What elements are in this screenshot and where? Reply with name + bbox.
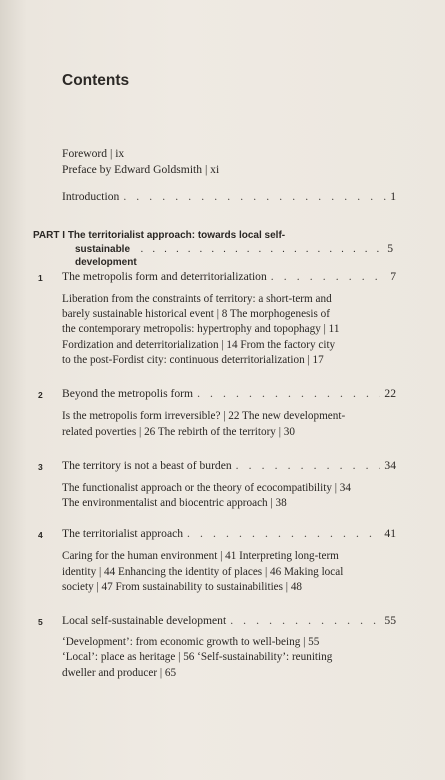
leader-dots <box>187 526 380 541</box>
chapter-section-line: Liberation from the constraints of territory: a short-term and <box>62 293 332 305</box>
chapter-page: 7 <box>390 270 396 283</box>
chapter-section-line: ‘Development’: from economic growth to well-being | 55 <box>62 636 320 648</box>
leader-dots <box>123 189 386 204</box>
leader-dots <box>236 458 381 473</box>
toc-chapter-5 <box>62 613 396 628</box>
chapter-section-line: The functionalist approach or the theory of ecocompatibility | 34 <box>62 482 351 494</box>
chapter-page: 41 <box>384 527 396 540</box>
page-title: Contents <box>62 72 130 89</box>
leader-dots <box>271 269 386 284</box>
chapter-section-line: Is the metropolis form irreversible? | 22 The new development- <box>62 410 346 422</box>
chapter-section-line: related poverties | 26 The rebirth of the territory | 30 <box>62 426 295 438</box>
chapter-section-line: The environmentalist and biocentric approach | 38 <box>62 497 287 509</box>
chapter-section-line: the contemporary metropolis: hypertrophy and topophagy | 11 <box>62 323 340 335</box>
chapter-title: Local self-sustainable development <box>62 614 227 627</box>
chapter-title: Beyond the metropolis form <box>62 387 194 400</box>
front-matter-preface: Preface by Edward Goldsmith | xi <box>62 163 220 176</box>
chapter-title: The metropolis form and deterritorialization <box>62 270 267 283</box>
chapter-section-line: dweller and producer | 65 <box>62 667 177 679</box>
part-label: PART I <box>33 230 66 241</box>
part-page: 5 <box>387 242 393 255</box>
chapter-section-line: Caring for the human environment | 41 Interpreting long-term <box>62 550 339 562</box>
part-title-line1: The territorialist approach: towards local self- <box>67 230 286 241</box>
chapter-section-line: barely sustainable historical event | 8 The morphogenesis of <box>62 308 330 320</box>
chapter-number: 2 <box>38 390 43 400</box>
chapter-page: 22 <box>384 387 396 400</box>
toc-chapter-3 <box>62 458 396 473</box>
chapter-section-line: ‘Local’: place as heritage | 56 ‘Self-sustainability’: reuniting <box>62 651 333 663</box>
leader-dots <box>230 613 380 628</box>
chapter-section-line: to the post-Fordist city: continuous deterritorialization | 17 <box>62 354 324 366</box>
chapter-section-line: society | 47 From sustainability to sustainabilities | 48 <box>62 581 303 593</box>
chapter-number: 3 <box>38 462 43 472</box>
front-matter-foreword: Foreword | ix <box>62 147 125 160</box>
chapter-number: 4 <box>38 530 43 540</box>
toc-chapter-2 <box>62 386 396 401</box>
chapter-section-line: Fordization and deterritorialization | 14 From the factory city <box>62 339 336 351</box>
chapter-section-line: identity | 44 Enhancing the identity of places | 46 Making local <box>62 566 344 578</box>
leader-dots <box>197 386 380 401</box>
chapter-title: The territorialist approach <box>62 527 184 540</box>
toc-chapter-4 <box>62 526 396 541</box>
entry-title: Introduction <box>62 190 120 203</box>
chapter-number: 1 <box>38 273 43 283</box>
toc-entry-introduction <box>62 189 396 204</box>
entry-page: 1 <box>390 190 396 203</box>
chapter-page: 55 <box>384 614 396 627</box>
toc-chapter-1 <box>62 269 396 284</box>
toc-part-heading <box>33 229 393 269</box>
part-title-line2: sustainable development <box>75 244 137 268</box>
chapter-title: The territory is not a beast of burden <box>62 459 232 472</box>
leader-dots <box>141 243 384 256</box>
chapter-page: 34 <box>384 459 396 472</box>
chapter-number: 5 <box>38 617 43 627</box>
